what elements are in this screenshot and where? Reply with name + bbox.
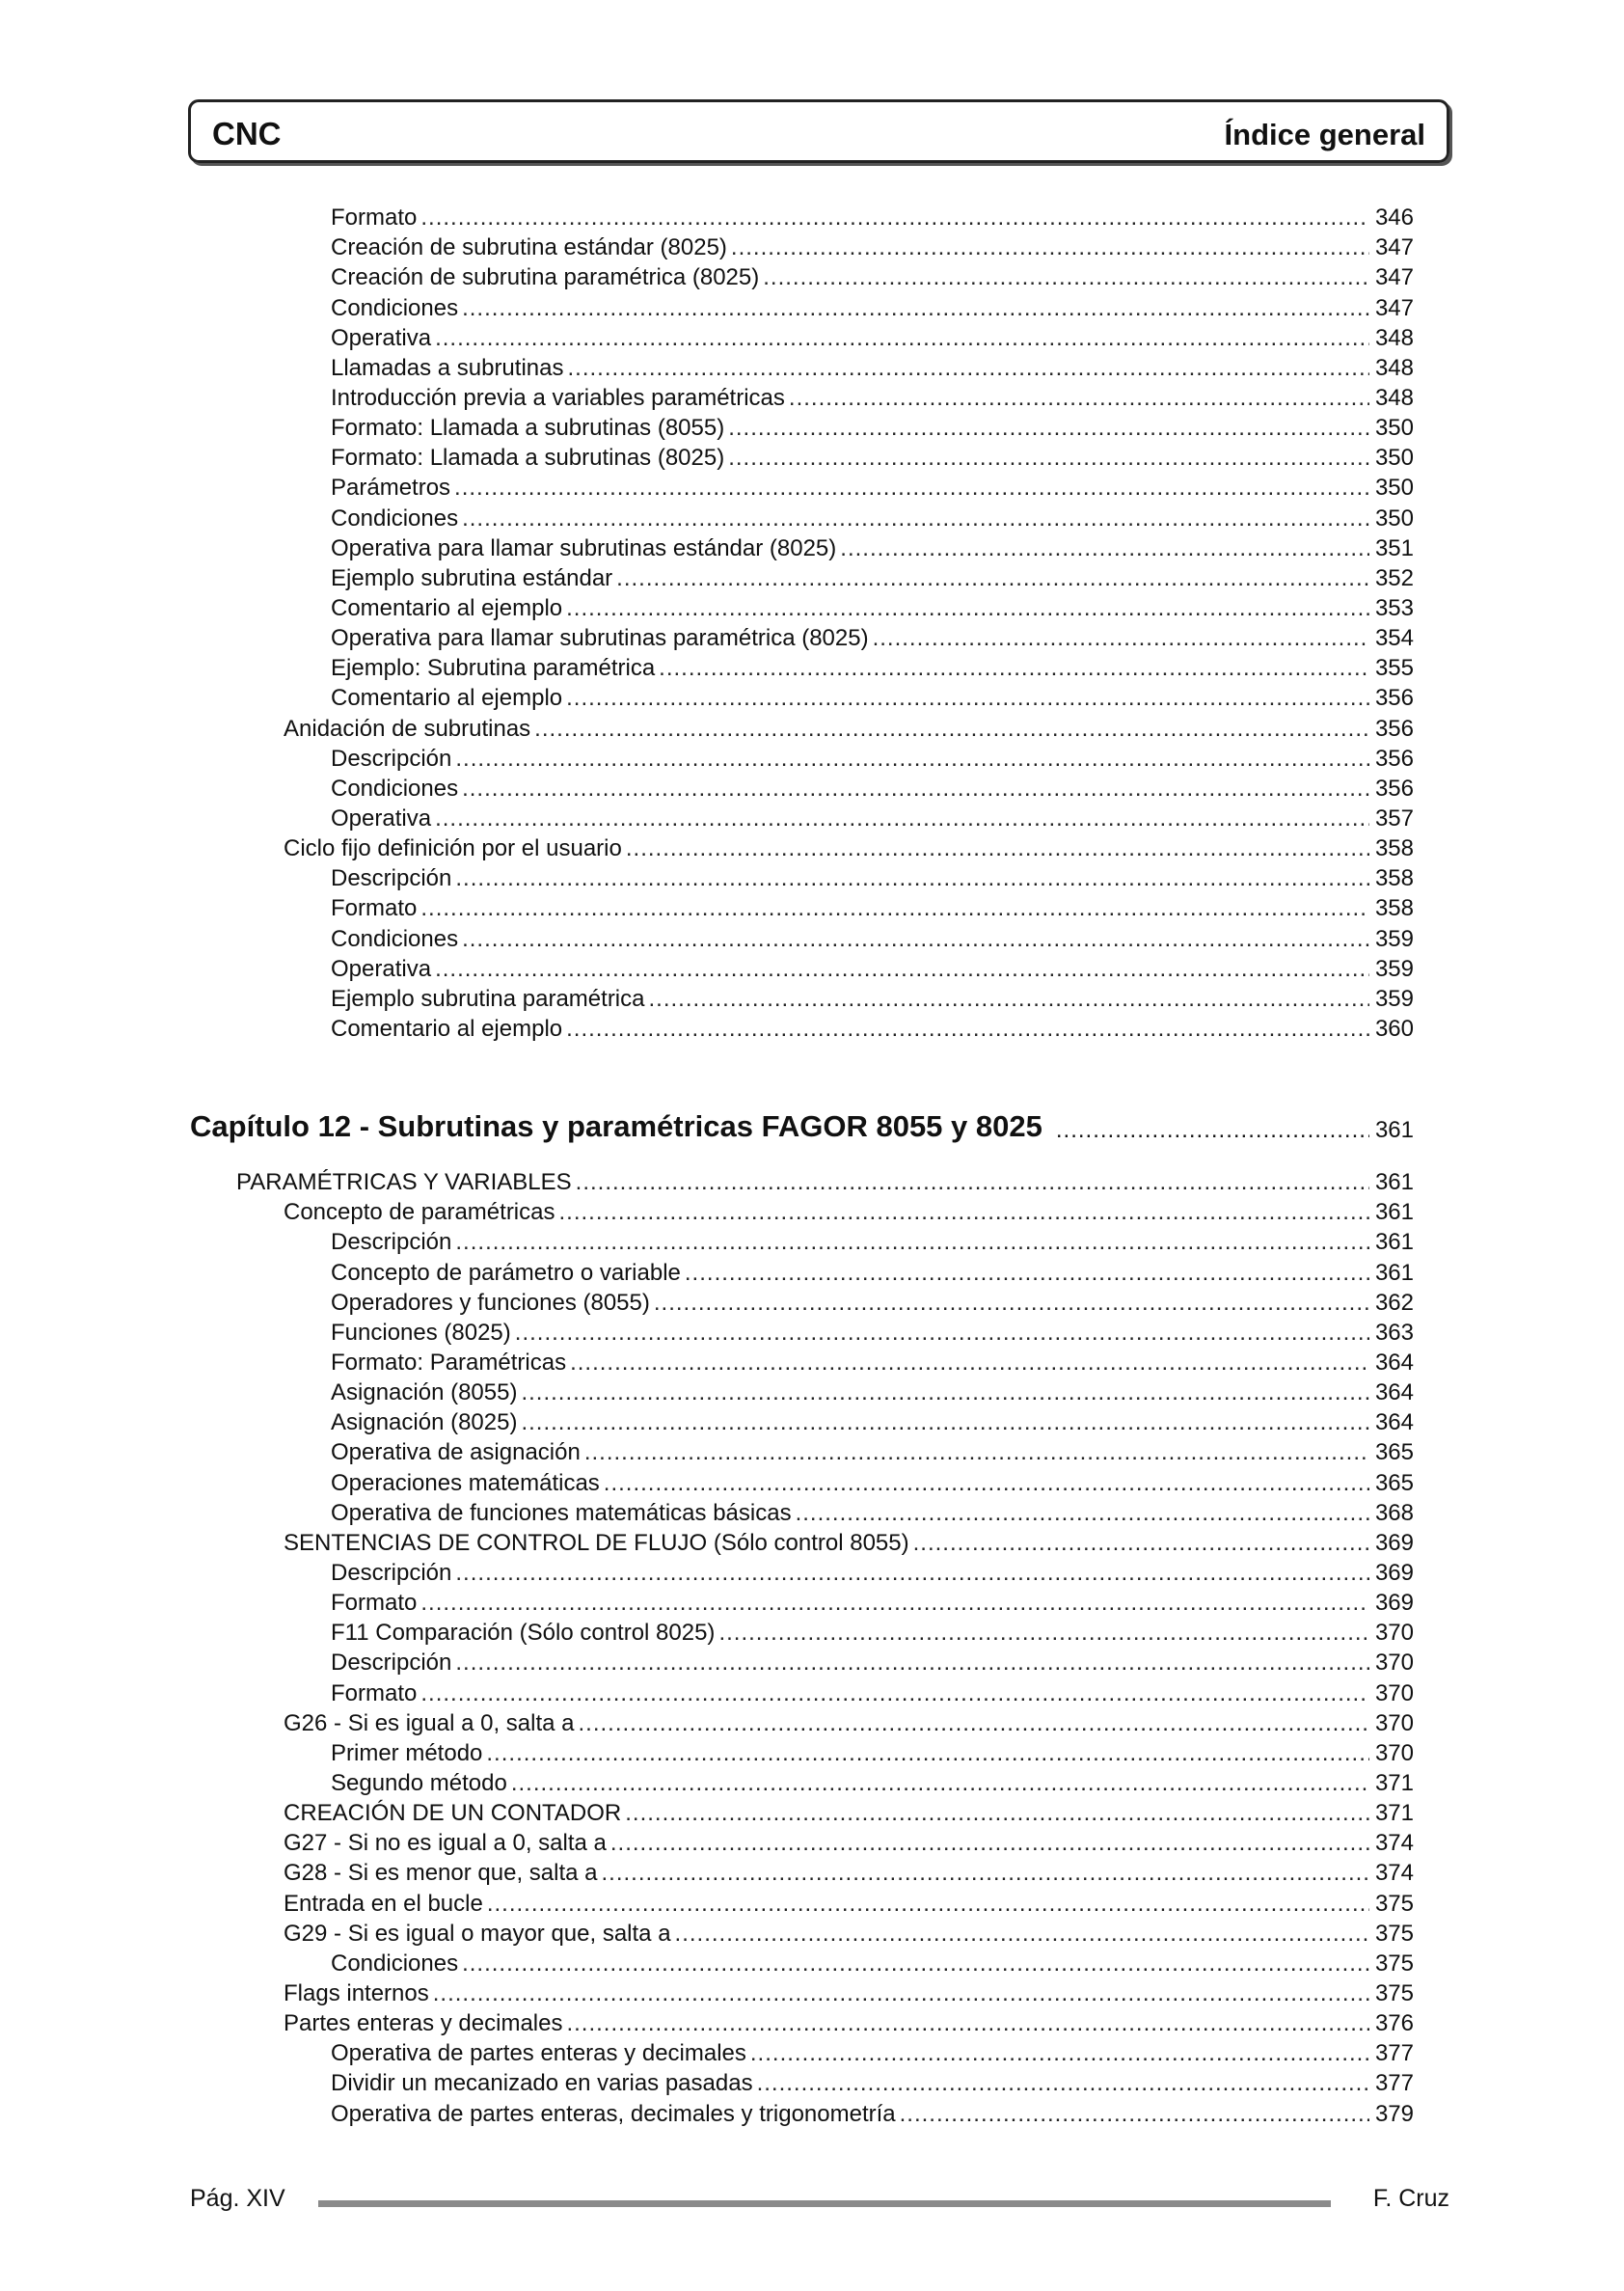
toc-entry-label: Descripción [331,1229,452,1256]
toc-entry [284,1196,1414,1226]
dot-leader [840,534,1369,562]
toc-entry-label: Formato [331,1590,418,1617]
toc-entry-label: Operaciones matemáticas [331,1469,600,1496]
toc-entry [331,472,1414,502]
toc-entry-page: 357 [1374,805,1414,832]
toc-entry [331,502,1414,532]
toc-entry [331,622,1414,652]
toc-entry [331,592,1414,622]
toc-entry [331,1256,1414,1286]
toc-entry-page: 361 [1374,1229,1414,1256]
dot-leader [718,1619,1369,1647]
toc-entry [331,382,1414,412]
dot-leader [1056,1116,1369,1144]
dot-leader [462,1950,1369,1977]
toc-entry [331,562,1414,592]
toc-entry-page: 375 [1374,1920,1414,1947]
dot-leader [420,204,1369,232]
toc-entry-label: Formato: Paramétricas [331,1349,567,1376]
toc-entry-label: PARAMÉTRICAS Y VARIABLES [236,1169,572,1196]
toc-entry [236,1166,1414,1196]
toc-entry-label: F11 Comparación (Sólo control 8025) [331,1620,716,1647]
toc-entry [331,322,1414,352]
toc-entry-label: Ejemplo: Subrutina paramétrica [331,655,656,682]
toc-entry [331,2097,1414,2127]
toc-entry-page: 358 [1374,835,1414,862]
dot-leader [420,1589,1369,1617]
toc-entry-label: Asignación (8025) [331,1409,518,1436]
toc-entry-label: Operativa de funciones matemáticas básicas [331,1499,792,1526]
toc-entry-label: Formato [331,895,418,922]
toc-entry [284,1918,1414,1948]
toc-entry-label: Condiciones [331,775,459,802]
toc-entry-label: Concepto de paramétricas [284,1199,555,1226]
toc-entry-label: Asignación (8055) [331,1379,518,1406]
toc-entry-page: 347 [1374,234,1414,261]
dot-leader [433,1979,1369,2007]
dot-leader [913,1529,1369,1557]
dot-leader [454,474,1369,502]
toc-entry [331,1436,1414,1466]
toc-entry-page: 351 [1374,534,1414,561]
dot-leader [728,414,1369,442]
toc-entry [331,1677,1414,1706]
dot-leader [566,594,1369,622]
dot-leader [558,1198,1368,1226]
page-header [188,99,1449,163]
toc-entry [284,1707,1414,1737]
dot-leader [757,2069,1369,2097]
toc-entry-label: Comentario al ejemplo [331,685,563,712]
toc-entry-page: 370 [1374,1709,1414,1736]
toc-entry-page: 375 [1374,1890,1414,1917]
toc-entry-page: 348 [1374,354,1414,381]
toc-entry-label: Primer método [331,1739,483,1766]
toc-entry-label: Dividir un mecanizado en varias pasadas [331,2070,753,2097]
toc-entry [331,202,1414,232]
dot-leader [435,324,1369,352]
toc-entry-page: 369 [1374,1559,1414,1586]
dot-leader [579,1709,1369,1737]
toc-entry-page: 376 [1374,2010,1414,2037]
toc-entry-page: 365 [1374,1469,1414,1496]
toc-entry [331,352,1414,382]
dot-leader [435,955,1369,983]
toc-entry [331,2037,1414,2067]
dot-leader [420,894,1369,922]
toc-entry [331,773,1414,803]
toc-entry [331,532,1414,562]
toc-entry-page: 356 [1374,715,1414,742]
toc-entry [331,2067,1414,2097]
toc-entry [331,983,1414,1013]
toc-entry [331,743,1414,773]
toc-entry-label: Operativa [331,955,432,982]
toc-entry-label: Creación de subrutina estándar (8025) [331,234,727,261]
toc-entry-page: 346 [1374,205,1414,232]
toc-entry-label: Segundo método [331,1769,507,1796]
toc-list [0,202,1624,1043]
toc-entry-label: Ciclo fijo definición por el usuario [284,835,622,862]
dot-leader [659,654,1369,682]
dot-leader [610,1829,1369,1857]
toc-entry [331,232,1414,261]
dot-leader [521,1378,1369,1406]
dot-leader [435,805,1369,832]
toc-entry-page: 371 [1374,1769,1414,1796]
toc-entry-label: Entrada en el bucle [284,1890,483,1917]
toc-entry-page: 347 [1374,264,1414,291]
toc-entry [331,1347,1414,1377]
toc-entry-page: 374 [1374,1830,1414,1857]
toc-entry-page: 375 [1374,1979,1414,2006]
toc-entry-label: Partes enteras y decimales [284,2010,563,2037]
dot-leader [576,1168,1369,1196]
toc-entry-page: 377 [1374,2040,1414,2067]
toc-entry-page: 356 [1374,775,1414,802]
dot-leader [462,775,1369,803]
toc-entry [331,261,1414,291]
dot-leader [455,1649,1369,1677]
dot-leader [763,263,1369,291]
toc-entry [284,712,1414,742]
toc-entry [331,1406,1414,1436]
toc-entry [331,1767,1414,1797]
toc-entry-page: 350 [1374,505,1414,532]
header-section: Índice general [1224,118,1425,151]
toc-entry [284,1797,1414,1827]
toc-entry-page: 375 [1374,1950,1414,1977]
toc-entry [331,442,1414,472]
dot-leader [567,354,1368,382]
author: F. Cruz [1372,2185,1449,2212]
dot-leader [462,925,1369,953]
toc-entry-label: CREACIÓN DE UN CONTADOR [284,1800,622,1827]
toc-entry-label: G29 - Si es igual o mayor que, salta a [284,1920,671,1947]
dot-leader [728,444,1369,472]
toc-entry-label: Formato: Llamada a subrutinas (8025) [331,445,725,472]
toc-entry [331,1013,1414,1043]
toc-entry-label: Concepto de parámetro o variable [331,1259,681,1286]
dot-leader [616,564,1369,592]
toc-entry-label: Anidación de subrutinas [284,715,531,742]
toc-entry [284,1977,1414,2007]
toc-entry [284,1887,1414,1917]
toc-entry-label: Operativa de partes enteras y decimales [331,2040,746,2067]
toc-entry-label: Condiciones [331,925,459,952]
toc-entry [331,1587,1414,1617]
toc-entry-label: Descripción [331,1559,452,1586]
toc-entry-label: Operativa para llamar subrutinas estándar (8025) [331,534,837,561]
dot-leader [455,1559,1369,1587]
dot-leader [654,1289,1369,1317]
toc-entry-page: 363 [1374,1319,1414,1346]
toc-entry [331,862,1414,892]
toc-entry [284,2007,1414,2037]
toc-entry-page: 371 [1374,1800,1414,1827]
toc-entry-label: Operativa de asignación [331,1439,581,1466]
toc-entry-label: Descripción [331,1650,452,1677]
toc-entry-label: G27 - Si no es igual a 0, salta a [284,1830,607,1857]
toc-entry-page: 356 [1374,745,1414,772]
toc-entry-page: 377 [1374,2070,1414,2097]
dot-leader [534,715,1369,743]
toc-entry-page: 360 [1374,1015,1414,1042]
toc-entry [331,1737,1414,1767]
toc-entry-page: 370 [1374,1739,1414,1766]
toc-entry-label: Formato [331,1679,418,1706]
toc-entry-label: Formato [331,205,418,232]
toc-entry-label: Descripción [331,745,452,772]
chapter-heading [190,1105,1414,1144]
toc-entry-label: Creación de subrutina paramétrica (8025) [331,264,760,291]
toc-entry-label: Descripción [331,865,452,892]
dot-leader [462,294,1369,322]
dot-leader [873,624,1369,652]
dot-leader [685,1259,1369,1287]
page-number: Pág. XIV [190,2185,285,2212]
toc-entry-page: 374 [1374,1860,1414,1887]
toc-entry-page: 369 [1374,1590,1414,1617]
toc-entry [331,682,1414,712]
toc-entry-page: 362 [1374,1289,1414,1316]
toc-entry-label: G26 - Si es igual a 0, salta a [284,1709,575,1736]
dot-leader [515,1319,1369,1347]
toc-entry-page: 359 [1374,985,1414,1012]
toc-list [0,1166,1624,2128]
dot-leader [455,745,1369,773]
toc-entry [331,892,1414,922]
toc-entry [331,1617,1414,1647]
header-title: CNC [212,116,282,151]
dot-leader [789,384,1369,412]
toc-entry-page: 370 [1374,1650,1414,1677]
dot-leader [487,1890,1369,1918]
toc-entry-page: 364 [1374,1349,1414,1376]
toc-entry-label: Operadores y funciones (8055) [331,1289,650,1316]
toc-entry-label: Comentario al ejemplo [331,1015,563,1042]
toc-entry-label: Condiciones [331,294,459,321]
toc-entry [331,922,1414,952]
toc-entry-page: 347 [1374,294,1414,321]
toc-entry-page: 358 [1374,895,1414,922]
toc-entry-page: 348 [1374,324,1414,351]
toc-entry [331,1466,1414,1496]
toc-entry-page: 350 [1374,445,1414,472]
toc-entry [331,652,1414,682]
toc-entry-label: Ejemplo subrutina paramétrica [331,985,645,1012]
toc-entry-label: Operativa [331,324,432,351]
toc-entry-label: Operativa [331,805,432,832]
toc-entry-label: Formato: Llamada a subrutinas (8055) [331,415,725,442]
dot-leader [731,233,1369,261]
toc-entry [331,412,1414,442]
toc-entry-label: Condiciones [331,1950,459,1977]
toc-entry [284,1827,1414,1857]
toc-entry-page: 370 [1374,1620,1414,1647]
toc-entry-page: 361 [1374,1199,1414,1226]
dot-leader [626,834,1369,862]
dot-leader [566,1015,1369,1043]
toc-entry-page: 353 [1374,594,1414,621]
toc-entry-label: Llamadas a subrutinas [331,354,564,381]
toc-entry-page: 379 [1374,2100,1414,2127]
toc-entry-page: 354 [1374,625,1414,652]
toc-entry-label: SENTENCIAS DE CONTROL DE FLUJO (Sólo control 8055) [284,1529,909,1556]
dot-leader [521,1408,1369,1436]
toc-entry-page: 358 [1374,865,1414,892]
toc-entry [331,291,1414,321]
toc-entry-label: Parámetros [331,475,451,502]
toc-entry-page: 361 [1374,1259,1414,1286]
dot-leader [462,505,1369,532]
dot-leader [675,1920,1369,1948]
dot-leader [566,2009,1368,2037]
dot-leader [455,864,1369,892]
dot-leader [900,2100,1369,2128]
toc-entry-page: 348 [1374,384,1414,411]
toc-entry-label: Operativa para llamar subrutinas paramétrica (8025) [331,625,869,652]
dot-leader [566,684,1369,712]
toc-entry [331,953,1414,983]
toc-entry [331,803,1414,832]
toc-entry-page: 355 [1374,655,1414,682]
toc-entry-label: Flags internos [284,1979,429,2006]
toc-entry-label: Operativa de partes enteras, decimales y trigonometría [331,2100,896,2127]
dot-leader [486,1739,1369,1767]
dot-leader [750,2039,1369,2067]
toc-entry-page: 365 [1374,1439,1414,1466]
chapter-page: 361 [1374,1117,1414,1143]
toc-entry-label: Condiciones [331,505,459,532]
toc-entry-page: 364 [1374,1409,1414,1436]
chapter-title: Capítulo 12 - Subrutinas y paramétricas FAGOR 8055 y 8025 [190,1109,1042,1143]
dot-leader [604,1469,1369,1497]
dot-leader [455,1228,1369,1256]
toc-entry-page: 359 [1374,925,1414,952]
toc-entry-label: Funciones (8025) [331,1319,511,1346]
toc-entry-label: G28 - Si es menor que, salta a [284,1860,598,1887]
toc-entry-label: Introducción previa a variables paramétricas [331,384,785,411]
toc-entry-page: 350 [1374,415,1414,442]
dot-leader [649,985,1369,1013]
toc-entry-page: 369 [1374,1529,1414,1556]
toc-entry-page: 370 [1374,1679,1414,1706]
toc-entry [331,1948,1414,1977]
toc-entry-page: 368 [1374,1499,1414,1526]
dot-leader [511,1769,1369,1797]
toc-entry-label: Ejemplo subrutina estándar [331,564,613,591]
toc-entry [284,1857,1414,1887]
toc-entry [331,1317,1414,1347]
toc-entry-page: 359 [1374,955,1414,982]
toc-entry [331,1226,1414,1256]
toc-entry [331,1647,1414,1677]
dot-leader [584,1438,1369,1466]
toc-entry [284,832,1414,862]
dot-leader [796,1499,1369,1527]
toc-entry-page: 356 [1374,685,1414,712]
toc-entry [331,1287,1414,1317]
footer-rule [318,2200,1331,2207]
toc-entry [331,1377,1414,1406]
toc-entry-page: 364 [1374,1379,1414,1406]
toc-entry-label: Comentario al ejemplo [331,594,563,621]
toc-entry [331,1497,1414,1527]
dot-leader [570,1349,1369,1377]
toc-entry [331,1557,1414,1587]
dot-leader [625,1799,1369,1827]
toc-entry-page: 352 [1374,564,1414,591]
toc-entry-page: 350 [1374,475,1414,502]
toc-entry [284,1527,1414,1557]
dot-leader [602,1859,1369,1887]
dot-leader [420,1679,1369,1707]
toc-entry-page: 361 [1374,1169,1414,1196]
